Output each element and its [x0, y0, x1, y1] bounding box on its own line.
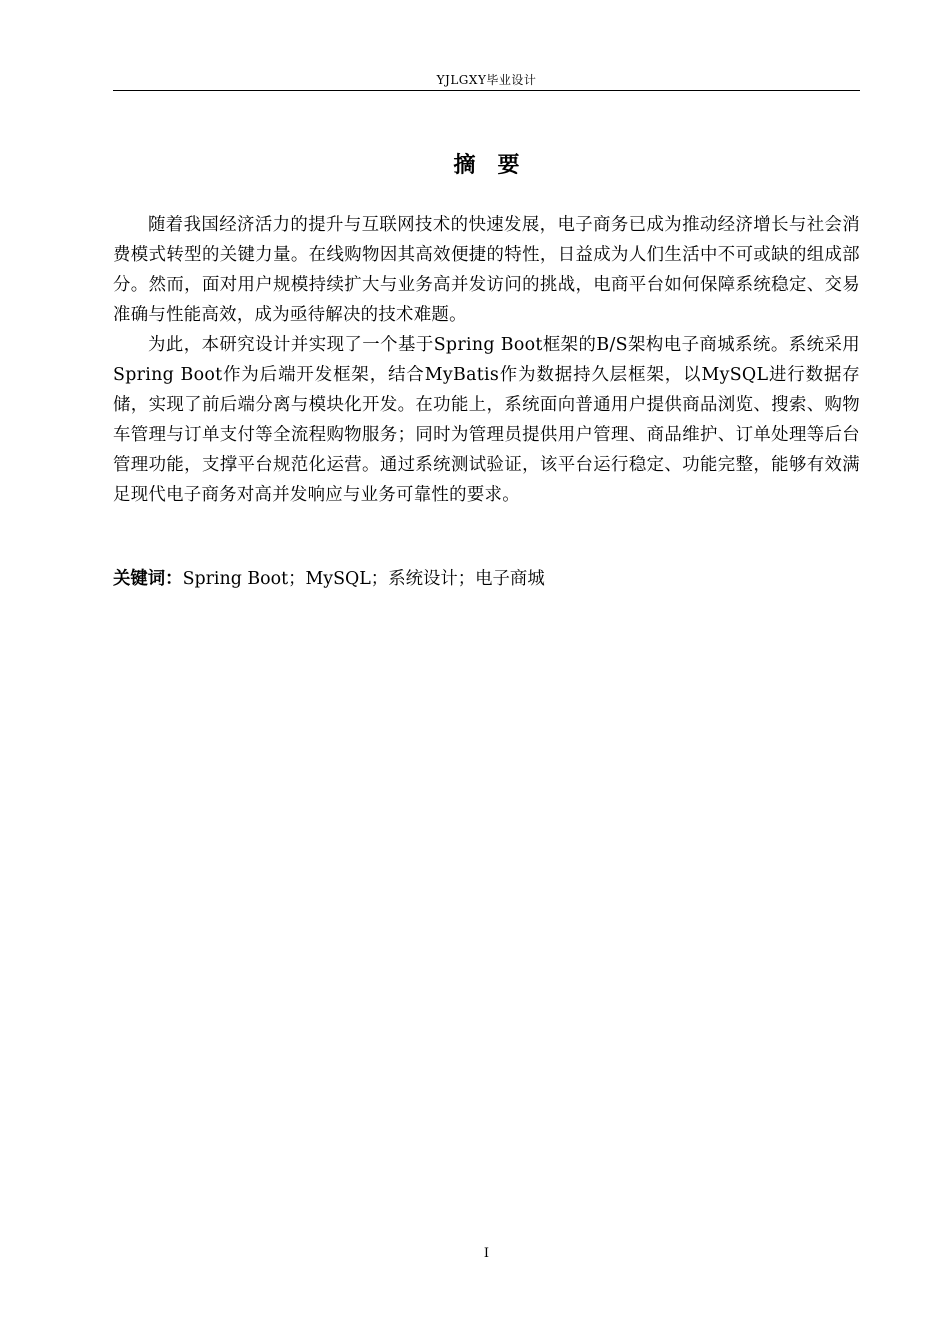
abstract-title: 摘要 — [453, 153, 542, 178]
abstract-paragraph-1: 随着我国经济活力的提升与互联网技术的快速发展，电子商务已成为推动经济增长与社会消费模式转型的关键力量。在线购物因其高效便捷的特性，日益成为人们生活中不可或缺的组成部分。然而，面对用户规模持续扩大与业务高并发访问的挑战，电商平台如何保障系统稳定、交易准确与性能高效，成为亟待解决的技术难题。 — [113, 215, 860, 325]
page-number: I — [483, 1246, 490, 1261]
abstract-body — [113, 210, 860, 510]
page-header — [113, 66, 860, 91]
abstract-paragraph-2: 为此，本研究设计并实现了一个基于Spring Boot框架的B/S架构电子商城系统。系统采用Spring Boot作为后端开发框架，结合MyBatis作为数据持久层框架，以MySQL进行数据存储，实现了前后端分离与模块化开发。在功能上，系统面向普通用户提供商品浏览、搜索、购物车管理与订单支付等全流程购物服务；同时为管理员提供用户管理、商品维护、订单处理等后台管理功能，支撑平台规范化运营。通过系统测试验证，该平台运行稳定、功能完整，能够有效满足现代电子商务对高并发响应与业务可靠性的要求。 — [113, 335, 860, 505]
keywords-line — [113, 564, 860, 594]
keywords-label: 关键词： — [113, 569, 183, 589]
keywords-text: Spring Boot；MySQL；系统设计；电子商城 — [182, 569, 545, 589]
running-title: YJLGXY毕业设计 — [436, 73, 537, 87]
